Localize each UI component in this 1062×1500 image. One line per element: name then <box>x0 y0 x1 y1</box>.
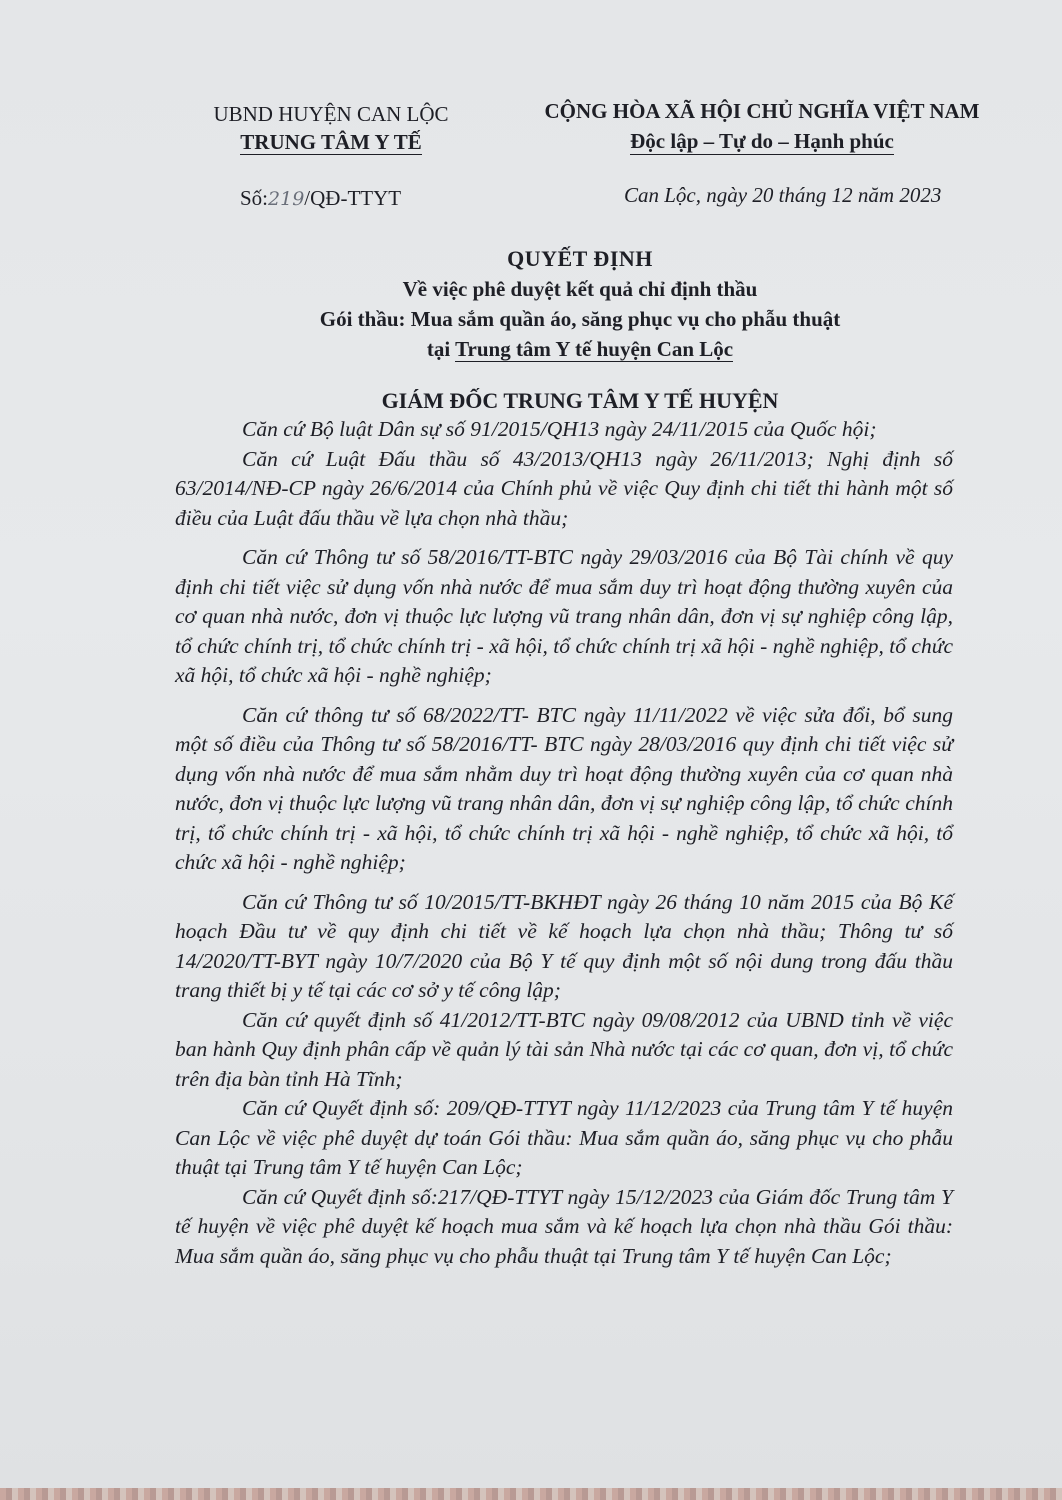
legal-basis-section <box>175 415 953 1271</box>
decision-location <box>200 334 960 364</box>
agency-line-1: UBND HUYỆN CAN LỘC <box>213 102 449 126</box>
decision-location-name: Trung tâm Y tế huyện Can Lộc <box>455 337 734 361</box>
background-surface <box>0 1488 1062 1500</box>
document-date: Can Lộc, ngày 20 tháng 12 năm 2023 <box>624 183 942 207</box>
decision-subject: Về việc phê duyệt kết quả chỉ định thầu <box>402 277 758 301</box>
document-number <box>240 186 401 211</box>
legal-basis-paragraph: Căn cứ thông tư số 68/2022/TT- BTC ngày 11/11/2022 về việc sửa đổi, bổ sung một số điều của Thông tư số 58/2016/TT- BTC ngày 28/03/2016 quy định chi tiết việc sử dụng vốn nhà nước để mua sắm nhằm duy trì hoạt động thường xuyên của cơ quan nhà nước, đơn vị thuộc lực lượng vũ trang nhân dân, đơn vị sự nghiệp công lập, tổ chức chính trị, tổ chức chính trị - xã hội, tổ chức chính trị xã hội - nghề nghiệp, tổ chức xã hội, tổ chức xã hội - nghề nghiệp; <box>175 702 953 874</box>
director-heading: GIÁM ĐỐC TRUNG TÂM Y TẾ HUYỆN <box>381 388 779 413</box>
legal-basis-paragraph: Căn cứ Thông tư số 10/2015/TT-BKHĐT ngày 26 tháng 10 năm 2015 của Bộ Kế hoạch Đầu tư về quy định chi tiết về kế hoạch lựa chọn nhà thầu; Thông tư số 14/2020/TT-BYT ngày 10/7/2020 của Bộ Y tế quy định một số nội dung trong đấu thầu trang thiết bị y tế tại các cơ sở y tế công lập; <box>175 889 953 1002</box>
national-motto-header <box>512 96 1012 156</box>
decision-heading: QUYẾT ĐỊNH <box>507 246 653 271</box>
nation-line-2: Độc lập – Tự do – Hạnh phúc <box>630 129 894 153</box>
legal-basis-paragraph: Căn cứ Thông tư số 58/2016/TT-BTC ngày 29/03/2016 của Bộ Tài chính về quy định chi tiết việc sử dụng vốn nhà nước để mua sắm duy trì hoạt động thường xuyên của cơ quan nhà nước, đơn vị thuộc lực lượng vũ trang nhân dân, đơn vị sự nghiệp công lập, tổ chức chính trị, tổ chức chính trị - xã hội, tổ chức chính trị xã hội - nghề nghiệp, tổ chức xã hội, tổ chức xã hội - nghề nghiệp; <box>175 545 953 687</box>
legal-basis-paragraph: Căn cứ Quyết định số: 209/QĐ-TTYT ngày 11/12/2023 của Trung tâm Y tế huyện Can Lộc về việc phê duyệt dự toán Gói thầu: Mua sắm quần áo, săng phục vụ cho phẫu thuật tại Trung tâm Y tế huyện Can Lộc; <box>175 1096 953 1179</box>
nation-line-1: CỘNG HÒA XÃ HỘI CHỦ NGHĨA VIỆT NAM <box>544 99 980 123</box>
document-number-handwritten: 219 <box>268 188 305 210</box>
document-number-prefix: Số: <box>240 186 269 210</box>
legal-basis-paragraph: Căn cứ Bộ luật Dân sự số 91/2015/QH13 ngày 24/11/2015 của Quốc hội; <box>242 417 877 441</box>
decision-package: Gói thầu: Mua sắm quần áo, săng phục vụ cho phẫu thuật <box>319 307 841 331</box>
decision-title <box>200 244 960 364</box>
legal-basis-paragraph: Căn cứ Quyết định số:217/QĐ-TTYT ngày 15/12/2023 của Giám đốc Trung tâm Y tế huyện về việc phê duyệt kế hoạch mua sắm và kế hoạch lựa chọn nhà thầu Gói thầu: Mua sắm quần áo, săng phục vụ cho phẫu thuật tại Trung tâm Y tế huyện Can Lộc; <box>175 1184 953 1268</box>
legal-basis-paragraph: Căn cứ Luật Đấu thầu số 43/2013/QH13 ngày 26/11/2013; Nghị định số 63/2014/NĐ-CP ngày 26/6/2014 của Chính phủ về việc Quy định chi tiết thi hành một số điều của Luật đấu thầu về lựa chọn nhà thầu; <box>175 446 953 530</box>
legal-basis-paragraph: Căn cứ quyết định số 41/2012/TT-BTC ngày 09/08/2012 của UBND tỉnh về việc ban hành Quy định phân cấp về quản lý tài sản Nhà nước tại các cơ quan, đơn vị, tổ chức trên địa bàn tỉnh Hà Tĩnh; <box>175 1007 953 1091</box>
document-number-suffix: /QĐ-TTYT <box>304 186 402 210</box>
issuing-agency-header <box>196 100 466 156</box>
decision-location-prefix: tại <box>426 337 456 361</box>
agency-line-2: TRUNG TÂM Y TẾ <box>240 130 422 154</box>
